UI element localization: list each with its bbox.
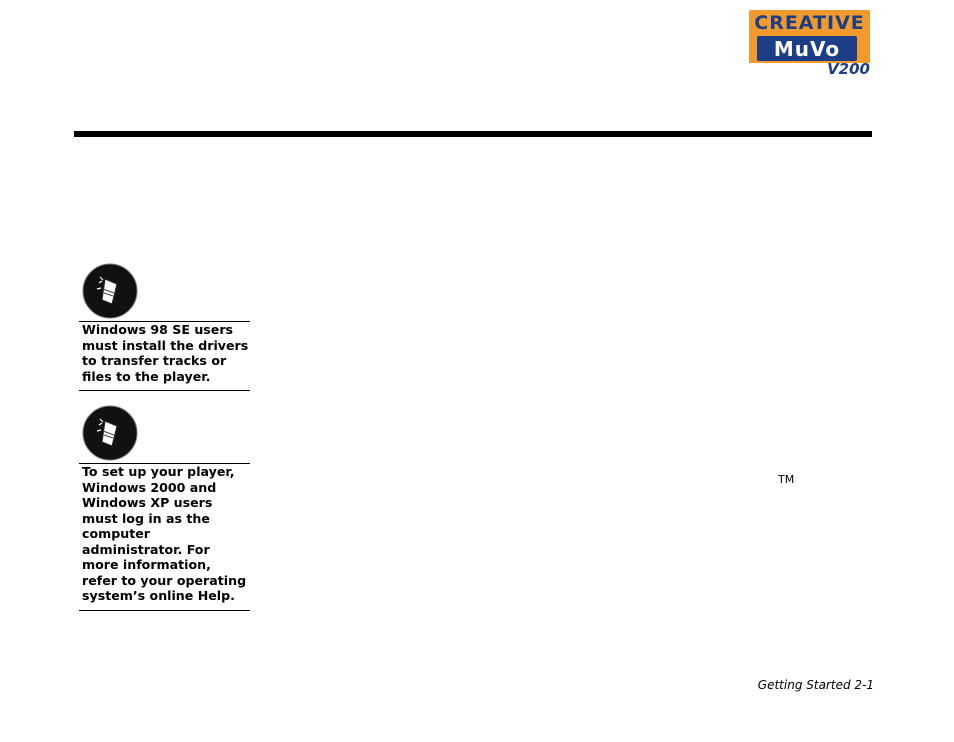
creative-muvo-logo (749, 10, 872, 78)
page-footer: Getting Started 2-1 (757, 678, 874, 692)
header-rule (74, 131, 872, 137)
logo-band (749, 34, 870, 63)
logo-brand: CREATIVE (749, 10, 870, 34)
logo-model: V200 (827, 60, 870, 78)
note-hand-icon (81, 262, 139, 320)
trademark-mark: TM (778, 473, 795, 486)
logo-product: MuVo (757, 36, 857, 61)
note-bottom-rule (79, 390, 250, 391)
note-bottom-rule (79, 610, 250, 611)
note-hand-icon (81, 404, 139, 462)
note-text: To set up your player, Windows 2000 and Windows XP users must log in as the computer administrator. For more information, refer to your operating system’s online Help. (82, 464, 247, 603)
note-text: Windows 98 SE users must install the drivers to transfer tracks or files to the player. (82, 322, 249, 384)
